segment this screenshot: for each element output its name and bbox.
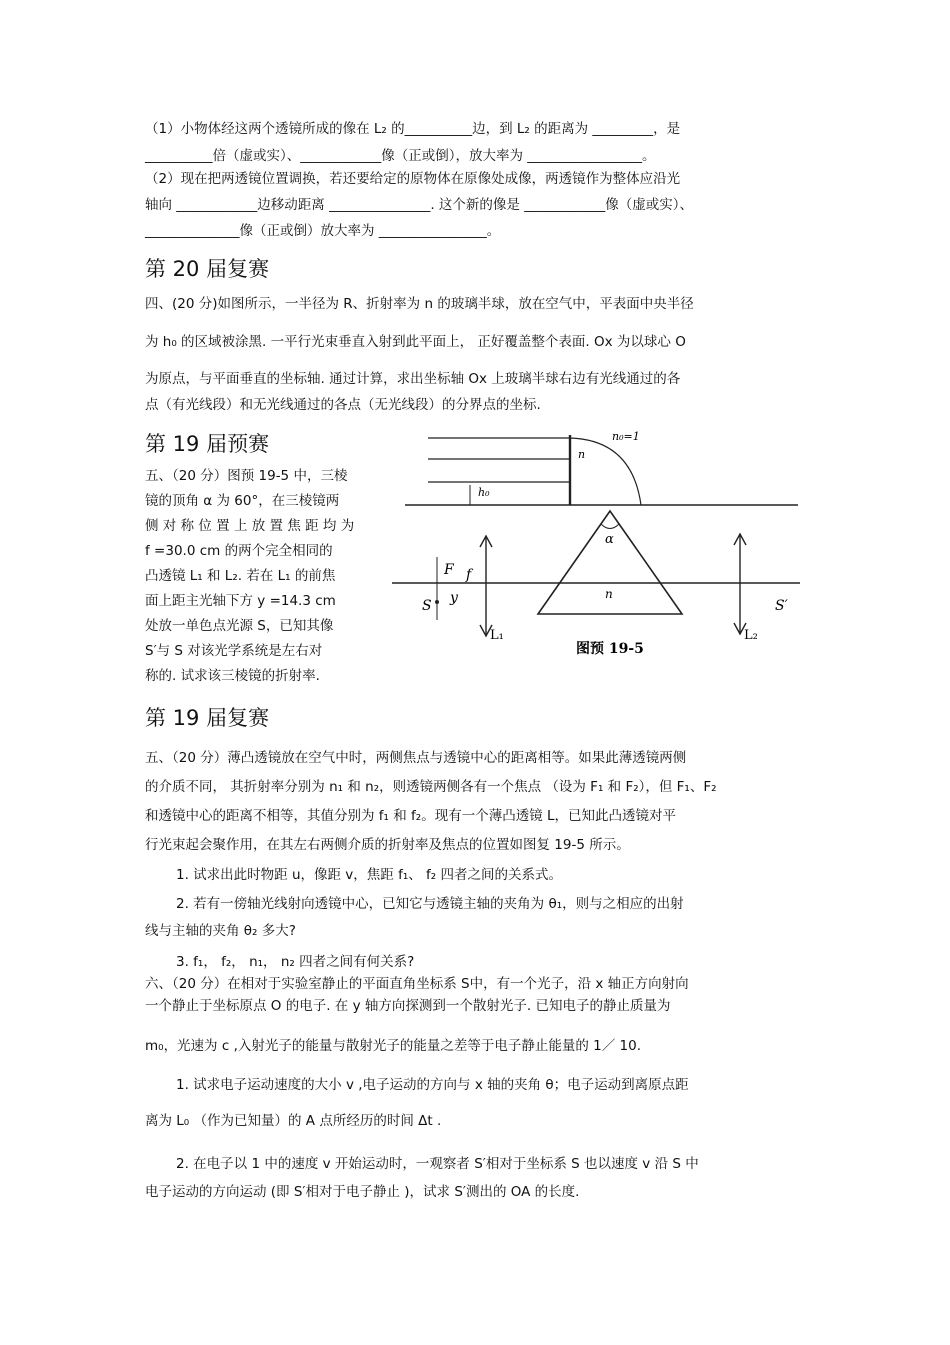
p20-line-3: 为原点，与平面垂直的坐标轴. 通过计算，求出坐标轴 Ox 上玻璃半球右边有光线通过的各 bbox=[145, 371, 681, 387]
L2-label: L₂ bbox=[744, 628, 758, 643]
p19yu-line: 称的. 试求该三棱镜的折射率. bbox=[145, 668, 320, 684]
alpha-label: α bbox=[605, 532, 614, 547]
n-label: n bbox=[578, 448, 586, 461]
p19fu-line-4: 行光束起会聚作用，在其左右两侧介质的折射率及焦点的位置如图复 19-5 所示。 bbox=[145, 837, 630, 853]
p19yu-line: 处放一单色点光源 S，已知其像 bbox=[145, 618, 334, 634]
p6-q1-line-1: 1. 试求电子运动速度的大小 v ,电子运动的方向与 x 轴的夹角 θ；电子运动到离原点距 bbox=[176, 1077, 689, 1093]
p20-line-2: 为 h₀ 的区域被涂黑. 一平行光束垂直入射到此平面上， 正好覆盖整个表面. Ox 为以球心 O bbox=[145, 334, 686, 350]
L1-label: L₁ bbox=[490, 628, 504, 643]
p6-q1-line-2: 离为 L₀ （作为已知量）的 A 点所经历的时间 Δt . bbox=[145, 1113, 442, 1129]
p6-q2-line-2: 电子运动的方向运动 (即 S′相对于电子静止 )，试求 S′测出的 OA 的长度. bbox=[145, 1184, 580, 1200]
p20-line-4: 点（有光线段）和无光线通过的各点（无光线段）的分界点的坐标. bbox=[145, 397, 541, 413]
p19yu-line: 凸透镜 L₁ 和 L₂. 若在 L₁ 的前焦 bbox=[145, 568, 336, 584]
prism-lens-figure bbox=[390, 505, 800, 665]
heading-19th-prelim: 第 19 届预赛 bbox=[145, 432, 270, 456]
q2-line-3: ______________像（正或倒）放大率为 ________________。 bbox=[145, 223, 501, 239]
p19fu-q1: 1. 试求出此时物距 u，像距 v，焦距 f₁、 f₂ 四者之间的关系式。 bbox=[176, 867, 563, 883]
p19fu-line-2: 的介质不同， 其折射率分别为 n₁ 和 n₂，则透镜两侧各有一个焦点 （设为 F₁ 和 F₂），但 F₁、F₂ bbox=[145, 779, 717, 795]
p19yu-line: 面上距主光轴下方 y =14.3 cm bbox=[145, 593, 336, 609]
h0-label: h₀ bbox=[478, 486, 490, 499]
p19yu-line: 镜的顶角 α 为 60°，在三棱镜两 bbox=[145, 493, 340, 509]
p19fu-line-1: 五、（20 分）薄凸透镜放在空气中时，两侧焦点与透镜中心的距离相等。如果此薄透镜两侧 bbox=[145, 750, 687, 766]
n0-label: n₀=1 bbox=[612, 430, 640, 443]
F-label: F bbox=[444, 562, 454, 578]
heading-20th-final: 第 20 届复赛 bbox=[145, 257, 270, 281]
q1-line-1: （1）小物体经这两个透镜所成的像在 L₂ 的__________边，到 L₂ 的距离为 _________，是 bbox=[145, 121, 681, 137]
hemisphere-figure bbox=[400, 425, 800, 510]
p20-line-1: 四、(20 分)如图所示，一半径为 R、折射率为 n 的玻璃半球，放在空气中，平表面中央半径 bbox=[145, 296, 694, 312]
p19fu-q2-line-1: 2. 若有一傍轴光线射向透镜中心，已知它与透镜主轴的夹角为 θ₁，则与之相应的出射 bbox=[176, 896, 684, 912]
p6-q2-line-1: 2. 在电子以 1 中的速度 v 开始运动时，一观察者 S′相对于坐标系 S 也以速度 v 沿 S 中 bbox=[176, 1156, 699, 1172]
p19fu-line-3: 和透镜中心的距离不相等，其值分别为 f₁ 和 f₂。现有一个薄凸透镜 L，已知此凸透镜对平 bbox=[145, 808, 677, 824]
p6-line-2: 一个静止于坐标原点 O 的电子. 在 y 轴方向探测到一个散射光子. 已知电子的静止质量为 bbox=[145, 998, 671, 1014]
q2-line-1: （2）现在把两透镜位置调换，若还要给定的原物体在原像处成像，两透镜作为整体应沿光 bbox=[145, 171, 681, 187]
p19yu-line: 侧 对 称 位 置 上 放 置 焦 距 均 为 bbox=[145, 518, 355, 534]
p19yu-line: 五、（20 分）图预 19-5 中，三棱 bbox=[145, 468, 348, 484]
heading-19th-final: 第 19 届复赛 bbox=[145, 706, 270, 730]
figure-caption: 图预 19-5 bbox=[576, 641, 644, 657]
p19yu-line: f =30.0 cm 的两个完全相同的 bbox=[145, 543, 333, 559]
f-label: f bbox=[466, 567, 472, 583]
p19fu-q3: 3. f₁， f₂， n₁， n₂ 四者之间有何关系? bbox=[176, 954, 415, 970]
p19fu-q2-line-2: 线与主轴的夹角 θ₂ 多大? bbox=[145, 923, 296, 939]
S-label: S bbox=[422, 598, 432, 614]
p19yu-line: S′与 S 对该光学系统是左右对 bbox=[145, 643, 323, 659]
q1-line-2: __________倍（虚或实）、____________像（正或倒），放大率为 _________________。 bbox=[145, 148, 656, 164]
p6-line-1: 六、（20 分）在相对于实验室静止的平面直角坐标系 S中，有一个光子，沿 x 轴正方向射向 bbox=[145, 976, 689, 992]
p6-line-3: m₀，光速为 c ,入射光子的能量与散射光子的能量之差等于电子静止能量的 1／ 10. bbox=[145, 1038, 641, 1054]
prism-n-label: n bbox=[605, 587, 613, 601]
S-prime-label: S′ bbox=[775, 598, 788, 614]
q2-line-2: 轴向 ____________边移动距离 _______________. 这个新的像是 ____________像（虚或实）、 bbox=[145, 197, 693, 213]
p19yu-text bbox=[145, 464, 390, 689]
y-label: y bbox=[450, 590, 458, 606]
